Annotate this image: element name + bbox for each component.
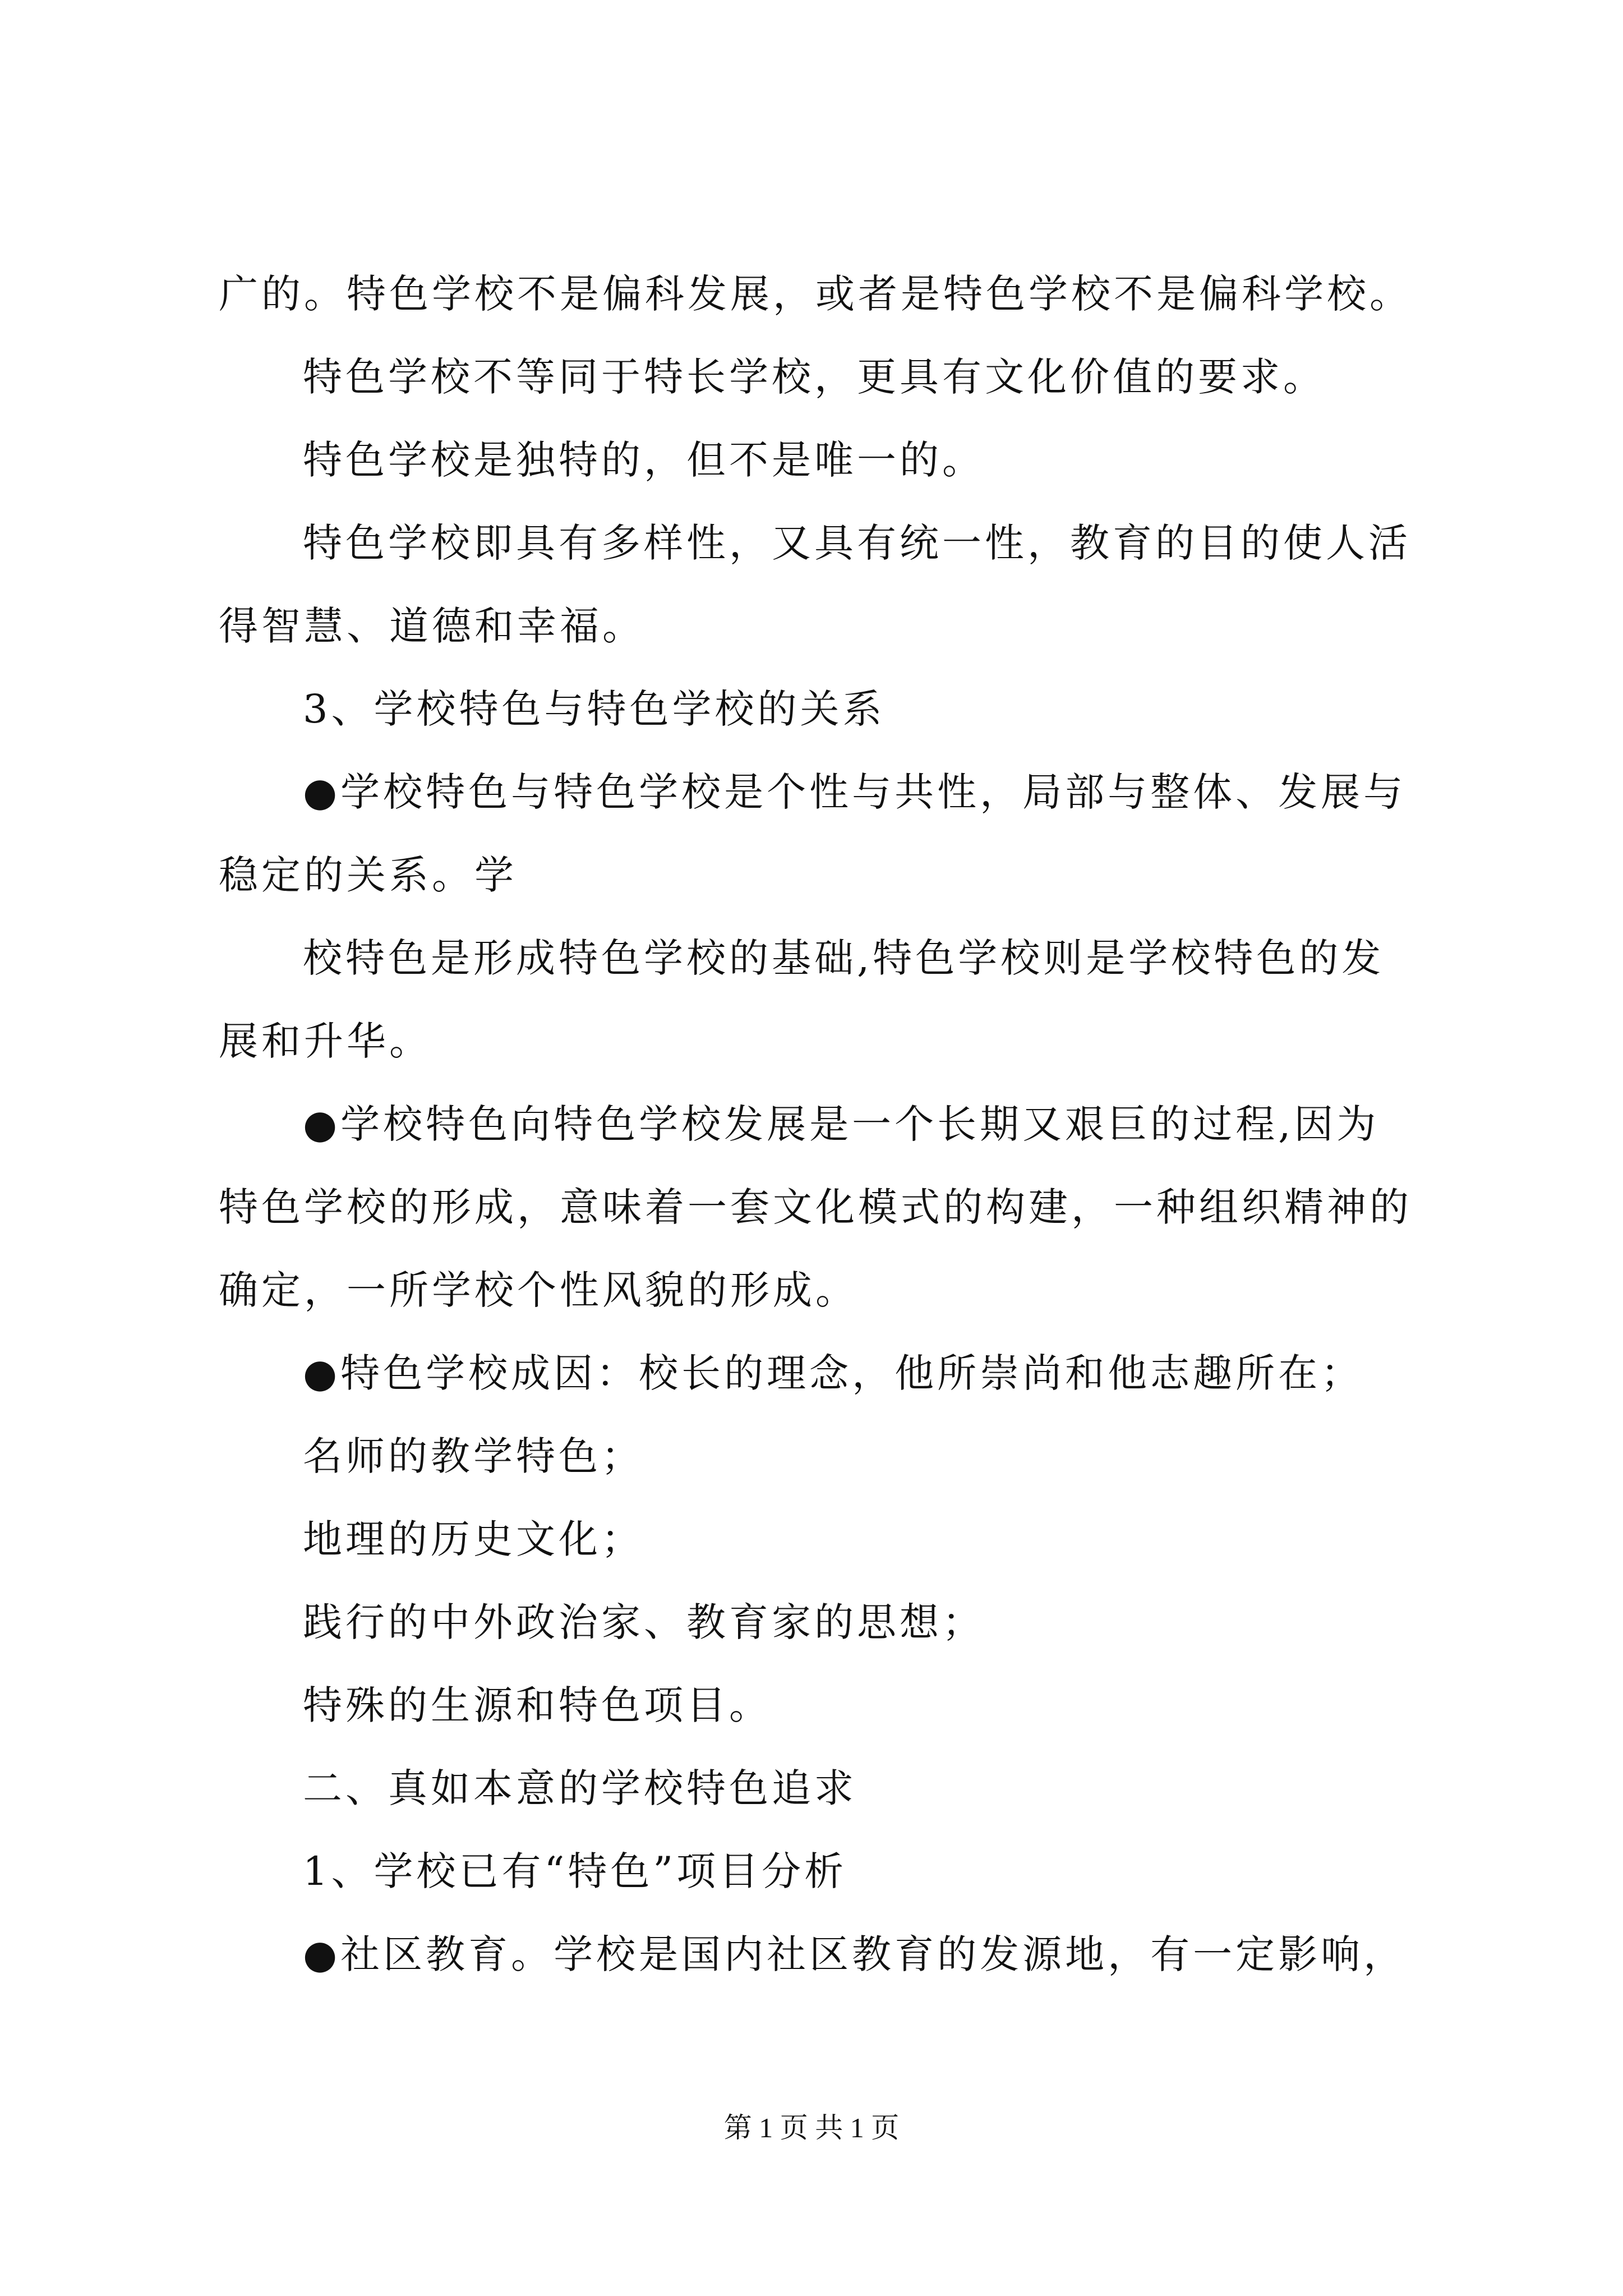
text-line: 特色学校是独特的，但不是唯一的。 [303, 437, 985, 483]
text-line: 践行的中外政治家、教育家的思想； [303, 1599, 985, 1645]
text-line: 确定，一所学校个性风貌的形成。 [219, 1267, 858, 1313]
section-heading: 二、真如本意的学校特色追求 [303, 1765, 857, 1811]
text-line: 得智慧、道德和幸福。 [219, 603, 645, 649]
page-number-footer: 第 1 页 共 1 页 [723, 2112, 900, 2143]
bullet-line: ●学校特色与特色学校是个性与共性，局部与整体、发展与 [303, 769, 1407, 815]
bullet-line: ●学校特色向特色学校发展是一个长期又艰巨的过程,因为 [303, 1101, 1380, 1147]
text-line: 稳定的关系。学 [219, 852, 517, 898]
text-line: 地理的历史文化； [303, 1516, 644, 1562]
section-heading: 1、学校已有“特色”项目分析 [303, 1848, 847, 1894]
section-heading: 3、学校特色与特色学校的关系 [303, 686, 886, 732]
bullet-line: ●特色学校成因：校长的理念，他所崇尚和他志趣所在； [303, 1350, 1364, 1396]
text-line: 名师的教学特色； [303, 1433, 644, 1479]
text-line: 展和升华。 [219, 1018, 432, 1064]
text-line: 广的。特色学校不是偏科发展，或者是特色学校不是偏科学校。 [219, 271, 1412, 317]
text-line: 特殊的生源和特色项目。 [303, 1682, 772, 1728]
bullet-line: ●社区教育。学校是国内社区教育的发源地，有一定影响， [303, 1931, 1407, 1977]
text-line: 校特色是形成特色学校的基础,特色学校则是学校特色的发 [303, 935, 1385, 981]
text-line: 特色学校的形成，意味着一套文化模式的构建，一种组织精神的 [219, 1184, 1412, 1230]
text-line: 特色学校不等同于特长学校，更具有文化价值的要求。 [303, 354, 1326, 400]
text-line: 特色学校即具有多样性，又具有统一性，教育的目的使人活 [303, 520, 1411, 566]
